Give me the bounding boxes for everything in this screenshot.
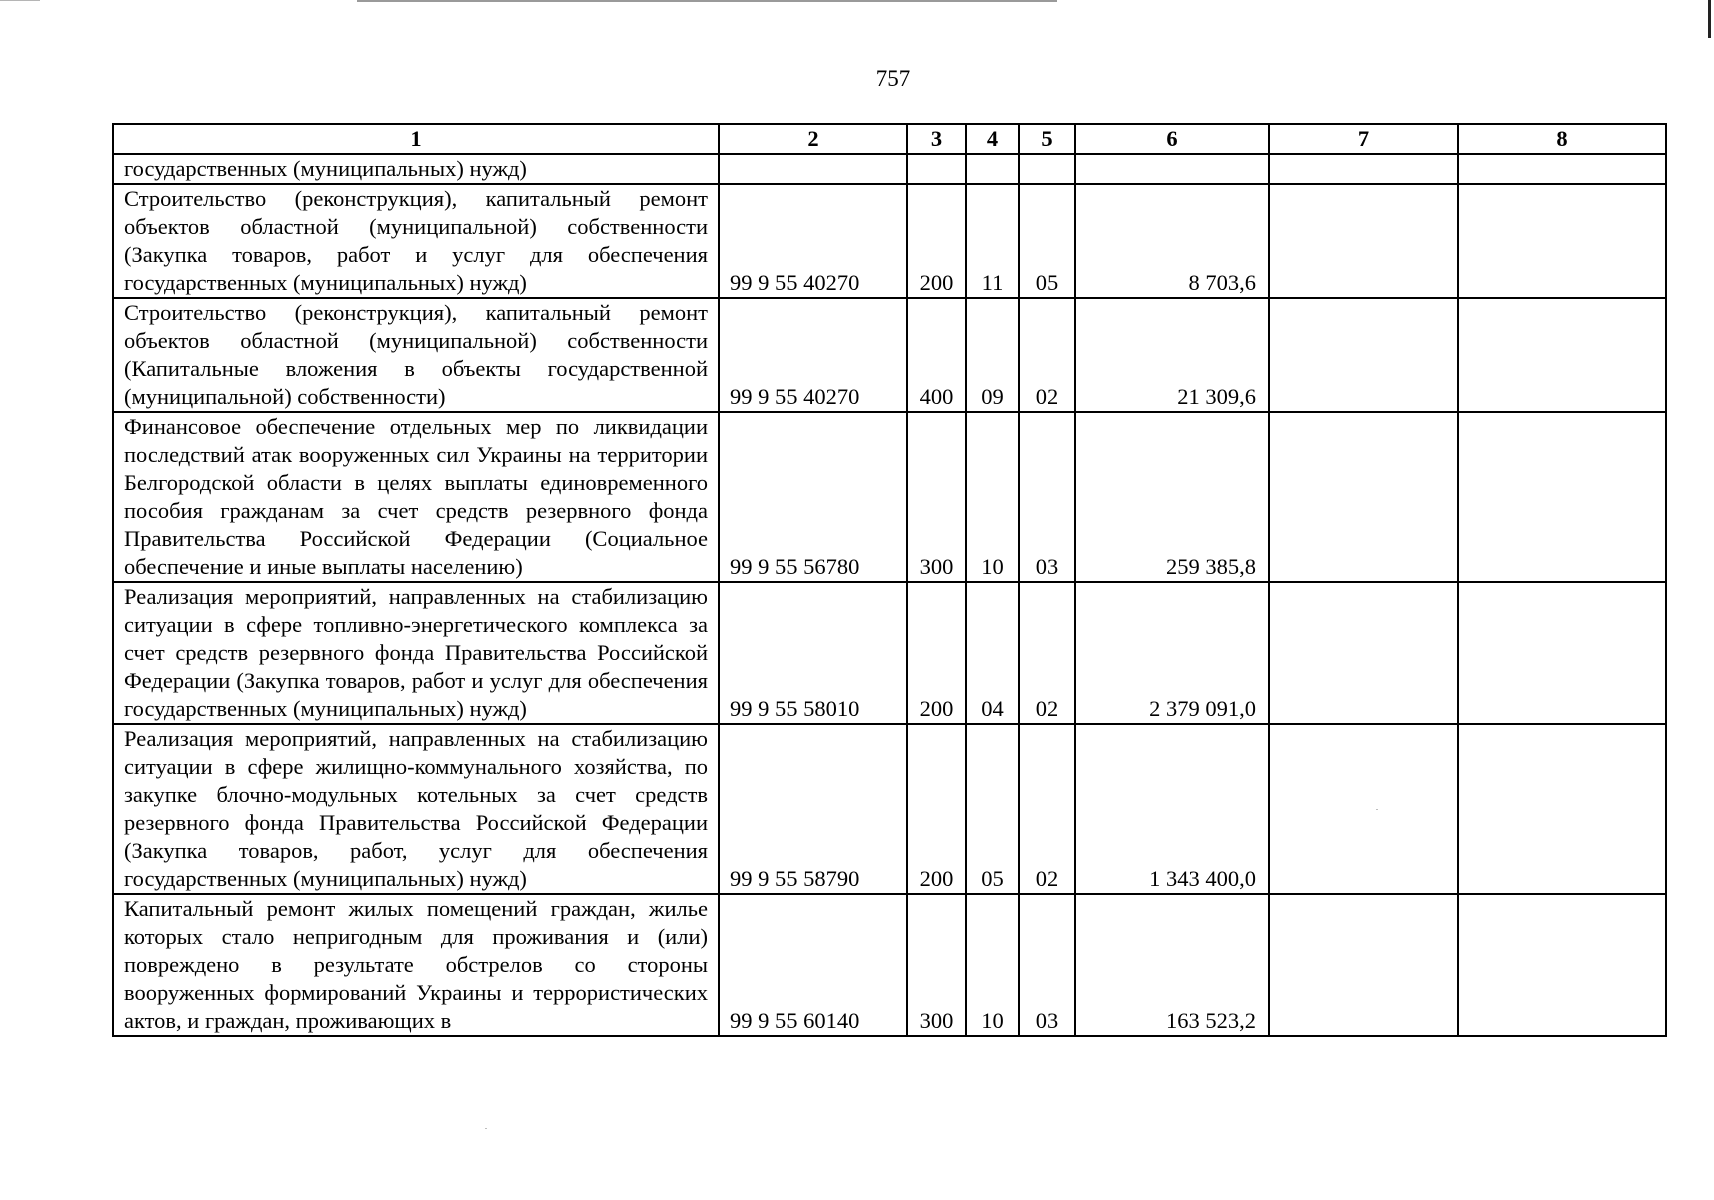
page-number: 757 <box>875 66 911 91</box>
row-code <box>719 154 907 184</box>
column-header-8: 8 <box>1458 124 1666 154</box>
column-header-7: 7 <box>1269 124 1458 154</box>
table-row <box>113 582 1666 724</box>
column-header-4: 4 <box>966 124 1019 154</box>
row-subsection: 05 <box>1019 184 1075 298</box>
table-row <box>113 154 1666 184</box>
row-expense-type: 300 <box>907 894 966 1036</box>
row-section: 10 <box>966 412 1019 582</box>
row-amount: 8 703,6 <box>1075 184 1269 298</box>
column-header-5: 5 <box>1019 124 1075 154</box>
row-subsection: 03 <box>1019 894 1075 1036</box>
row-expense-type: 200 <box>907 184 966 298</box>
row-expense-type <box>907 154 966 184</box>
table-row <box>113 724 1666 894</box>
row-code: 99 9 55 58790 <box>719 724 907 894</box>
row-expense-type: 300 <box>907 412 966 582</box>
row-description: Строительство (реконструкция), капитальный ремонт объектов областной (муниципальной) собственности (Закупка товаров, работ и услуг для обеспечения государственных (муниципальных) нужд) <box>113 184 719 298</box>
budget-table <box>112 123 1667 1037</box>
column-header-2: 2 <box>719 124 907 154</box>
row-subsection: 02 <box>1019 582 1075 724</box>
row-column-8 <box>1458 298 1666 412</box>
row-subsection: 03 <box>1019 412 1075 582</box>
row-description: Реализация мероприятий, направленных на стабилизацию ситуации в сфере жилищно-коммунального хозяйства, по закупке блочно-модульных котельных за счет средств резервного фонда Правительства Российской Федерации (Закупка товаров, работ, услуг для обеспечения государственных (муниципальных) нужд) <box>113 724 719 894</box>
scan-edge-mark <box>0 0 40 1</box>
header-row <box>113 124 1666 154</box>
row-code: 99 9 55 58010 <box>719 582 907 724</box>
row-code: 99 9 55 40270 <box>719 184 907 298</box>
row-description: Реализация мероприятий, направленных на стабилизацию ситуации в сфере топливно-энергетического комплекса за счет средств резервного фонда Правительства Российской Федерации (Закупка товаров, работ и услуг для обеспечения государственных (муниципальных) нужд) <box>113 582 719 724</box>
row-column-8 <box>1458 894 1666 1036</box>
row-expense-type: 400 <box>907 298 966 412</box>
row-column-7 <box>1269 582 1458 724</box>
row-column-8 <box>1458 412 1666 582</box>
row-amount: 163 523,2 <box>1075 894 1269 1036</box>
table-row <box>113 412 1666 582</box>
row-description: Строительство (реконструкция), капитальный ремонт объектов областной (муниципальной) собственности (Капитальные вложения в объекты государственной (муниципальной) собственности) <box>113 298 719 412</box>
row-amount <box>1075 154 1269 184</box>
scan-edge-mark <box>1708 0 1711 38</box>
row-column-7 <box>1269 724 1458 894</box>
row-code: 99 9 55 60140 <box>719 894 907 1036</box>
table-row <box>113 184 1666 298</box>
row-column-8 <box>1458 184 1666 298</box>
row-section <box>966 154 1019 184</box>
scan-edge-mark <box>357 0 1057 2</box>
row-subsection: 02 <box>1019 298 1075 412</box>
row-subsection: 02 <box>1019 724 1075 894</box>
row-column-8 <box>1458 582 1666 724</box>
row-section: 10 <box>966 894 1019 1036</box>
row-section: 05 <box>966 724 1019 894</box>
table-row <box>113 894 1666 1036</box>
table-row <box>113 298 1666 412</box>
row-description: Финансовое обеспечение отдельных мер по ликвидации последствий атак вооруженных сил Украины на территории Белгородской области в целях выплаты единовременного пособия гражданам за счет средств резервного фонда Правительства Российской Федерации (Социальное обеспечение и иные выплаты населению) <box>113 412 719 582</box>
row-column-8 <box>1458 724 1666 894</box>
row-description: государственных (муниципальных) нужд) <box>113 154 719 184</box>
row-section: 11 <box>966 184 1019 298</box>
row-amount: 259 385,8 <box>1075 412 1269 582</box>
row-column-7 <box>1269 298 1458 412</box>
row-amount: 21 309,6 <box>1075 298 1269 412</box>
row-column-8 <box>1458 154 1666 184</box>
column-header-3: 3 <box>907 124 966 154</box>
row-subsection <box>1019 154 1075 184</box>
row-description: Капитальный ремонт жилых помещений граждан, жилье которых стало непригодным для проживания и (или) повреждено в результате обстрелов со стороны вооруженных формирований Украины и террористических актов, и граждан, проживающих в <box>113 894 719 1036</box>
scan-speck <box>1376 809 1378 810</box>
row-code: 99 9 55 40270 <box>719 298 907 412</box>
row-amount: 2 379 091,0 <box>1075 582 1269 724</box>
row-code: 99 9 55 56780 <box>719 412 907 582</box>
row-column-7 <box>1269 154 1458 184</box>
row-section: 04 <box>966 582 1019 724</box>
row-column-7 <box>1269 894 1458 1036</box>
row-expense-type: 200 <box>907 724 966 894</box>
column-header-1: 1 <box>113 124 719 154</box>
column-header-6: 6 <box>1075 124 1269 154</box>
row-section: 09 <box>966 298 1019 412</box>
row-expense-type: 200 <box>907 582 966 724</box>
row-amount: 1 343 400,0 <box>1075 724 1269 894</box>
row-column-7 <box>1269 412 1458 582</box>
row-column-7 <box>1269 184 1458 298</box>
scan-speck <box>485 1128 487 1129</box>
